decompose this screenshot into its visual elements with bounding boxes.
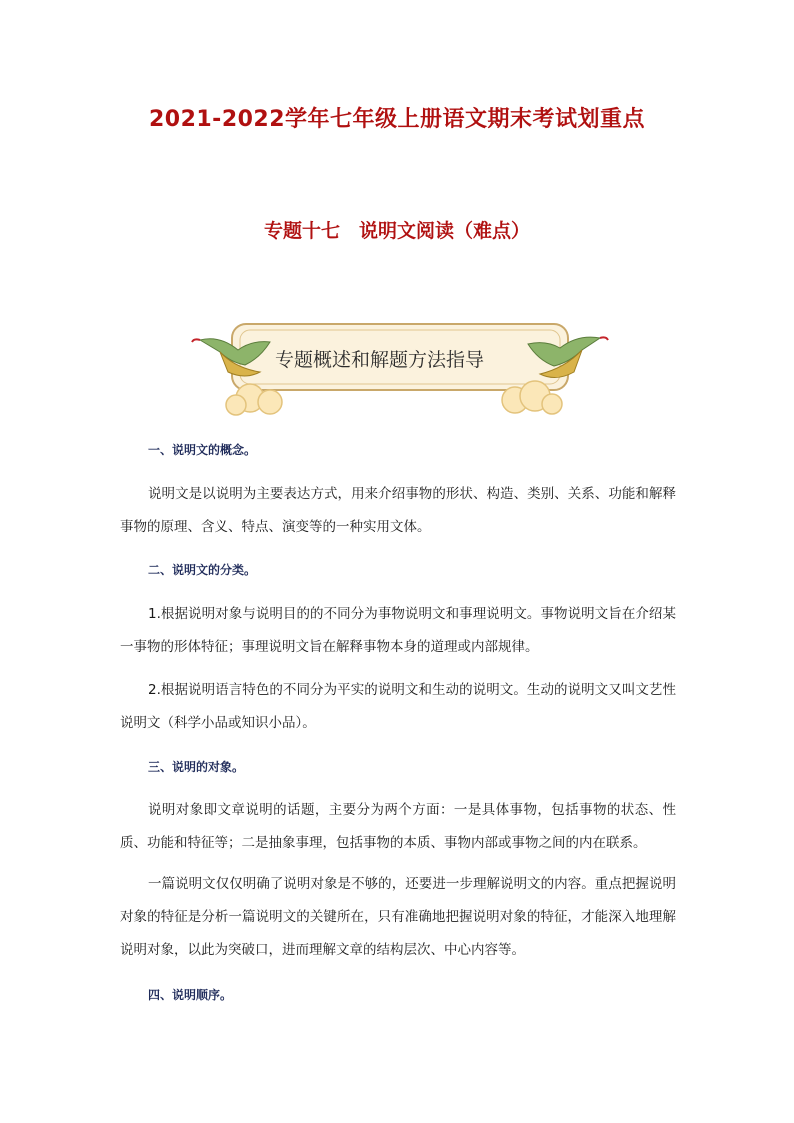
paragraph-5: 一篇说明文仅仅明确了说明对象是不够的，还要进一步理解说明文的内容。重点把握说明对象的特征是分析一篇说明文的关键所在，只有准确地把握说明对象的特征，才能深入地理解说明对象，以此为突破口，进而理解文章的结构层次、中心内容等。 [120, 876, 676, 958]
section-heading-3: 三、说明的对象。 [148, 760, 245, 774]
section-heading-4: 四、说明顺序。 [148, 988, 233, 1002]
section-heading-1: 一、说明文的概念。 [148, 443, 257, 457]
paragraph-3: 2.根据说明语言特色的不同分为平实的说明文和生动的说明文。生动的说明文又叫文艺性说明文（科学小品或知识小品）。 [120, 682, 676, 731]
paragraph-2: 1.根据说明对象与说明目的的不同分为事物说明文和事理说明文。事物说明文旨在介绍某一事物的形体特征；事理说明文旨在解释事物本身的道理或内部规律。 [120, 606, 676, 655]
page-title: 2021-2022学年七年级上册语文期末考试划重点 [148, 107, 646, 132]
paragraph-4: 说明对象即文章说明的话题，主要分为两个方面：一是具体事物，包括事物的状态、性质、功能和特征等；二是抽象事理，包括事物的本质、事物内部或事物之间的内在联系。 [120, 802, 676, 851]
banner-title: 专题概述和解题方法指导 [275, 349, 485, 371]
paragraph-1: 说明文是以说明为主要表达方式，用来介绍事物的形状、构造、类别、关系、功能和解释事物的原理、含义、特点、演变等的一种实用文体。 [120, 486, 676, 535]
topic-subtitle: 专题十七 说明文阅读（难点） [263, 220, 530, 242]
section-heading-2: 二、说明文的分类。 [148, 563, 257, 577]
